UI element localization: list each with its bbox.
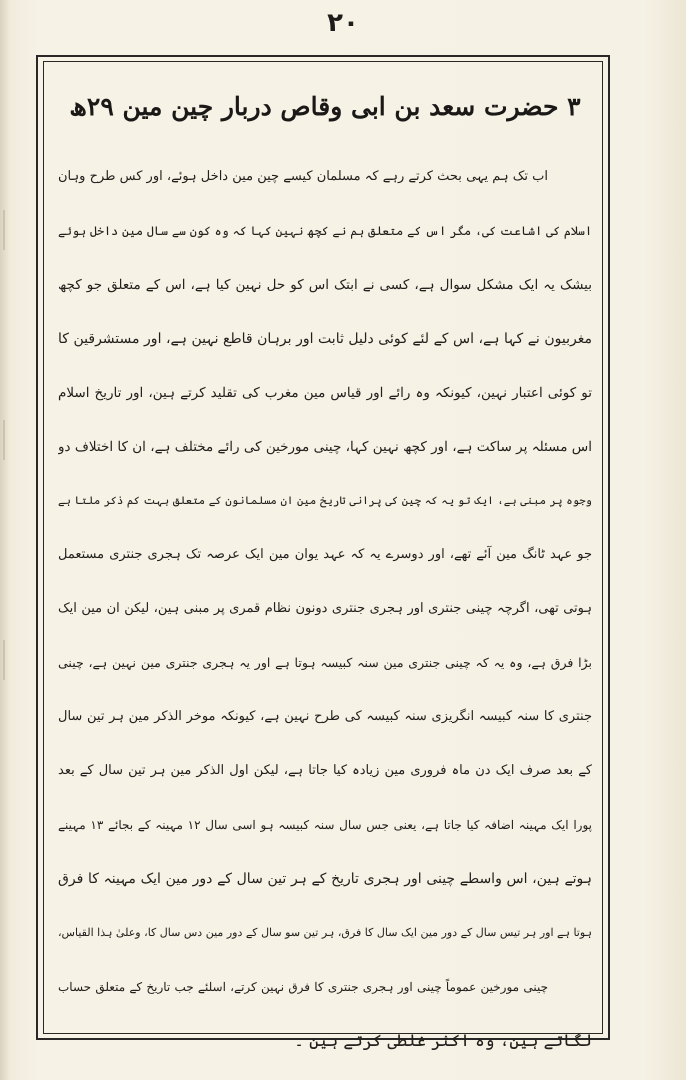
chapter-title: ۳ حضرت سعد بن ابی وقاص دربار چین مین ۲۹ھ bbox=[69, 92, 581, 121]
text-line: چینی مورخین عموماً چینی اور ہجری جنتری کا فرق نہین کرتے، اسلئے جب تاریخ کے متعلق حساب bbox=[58, 980, 548, 994]
text-line: جو عہد ٹانگ مین آئے تھے، اور دوسرے یہ کہ عہد یوان مین ایک عرصہ تک ہجری جنتری مستعمل bbox=[58, 547, 592, 562]
text-line: ہوتا ہے اور ہر تیس سال کے دور مین ایک سال کا فرق، ہر تین سو سال کے دور مین دس سال کا، وعلیٰ ہذا القیاس، bbox=[58, 926, 592, 939]
text-line: پورا ایک مہینہ اضافہ کیا جاتا ہے، یعنی جس سال سنہ کبیسہ ہو اسی سال ۱۲ مہینہ کے بجائے ۱۳ مہینے bbox=[58, 818, 592, 832]
body-text bbox=[58, 150, 592, 1050]
binding-shadow bbox=[0, 0, 10, 1080]
text-line: مغربیون نے کہا ہے، اس کے لئے کوئی دلیل ثابت اور برہان قاطع نہین ہے، اور مستشرقین کا bbox=[58, 331, 592, 347]
page-number: ٢٠ bbox=[327, 8, 359, 38]
text-line: وجوہ پر مبنی ہے، ایک تو یہ کہ چین کی پرانی تاریخ مین ان مسلمانون کے متعلق بہت کم ذکر ملتا ہے bbox=[58, 494, 592, 507]
text-line: ہوتے ہین، اس واسطے چینی اور ہجری تاریخ کے ہر تین سال کے دور مین ایک مہینہ کا فرق bbox=[58, 871, 592, 887]
text-line: لگاتے ہین، وہ اکثر غلطی کرتے ہین ۔ bbox=[294, 1031, 592, 1050]
text-line: بیشک یہ ایک مشکل سوال ہے، کسی نے ابتک اس کو حل نہین کیا ہے، اس کے متعلق جو کچھ bbox=[58, 277, 592, 293]
page-edge-mark bbox=[3, 640, 17, 680]
text-line: ہوتی تھی، اگرچہ چینی جنتری اور ہجری جنتری دونون نظام قمری پر مبنی ہین، لیکن ان مین ایک bbox=[58, 601, 592, 616]
page-edge-mark bbox=[3, 420, 17, 460]
text-line: جنتری کا سنہ کبیسہ انگریزی سنہ کبیسہ کی طرح نہین ہے، کیونکہ موخر الذکر مین ہر تین سال bbox=[58, 709, 592, 724]
text-line: اسلام کی اشاعت کی، مگر اس کے متعلق ہم نے کچھ نہین کہا کہ وہ کون سے سال مین داخل ہوئے bbox=[58, 224, 592, 238]
text-line: اب تک ہم یہی بحث کرتے رہے کہ مسلمان کیسے چین مین داخل ہوئے، اور کس طرح وہان bbox=[58, 169, 548, 184]
text-line: تو کوئی اعتبار نہین، کیونکہ وہ رائے اور قیاس مین مغرب کی تقلید کرتے ہین، اور تاریخ اسلام bbox=[58, 385, 592, 401]
page-edge-mark bbox=[3, 210, 17, 250]
text-line: بڑا فرق ہے، وہ یہ کہ چینی جنتری مین سنہ کبیسہ ہوتا ہے اور یہ ہجری جنتری مین نہین ہے، چینی bbox=[58, 655, 592, 670]
text-line: کے بعد صرف ایک دن ماہ فروری مین زیادہ کیا جاتا ہے، لیکن اول الذکر مین ہر تین سال کے بعد bbox=[58, 763, 592, 778]
text-line: اس مسئلہ پر ساکت ہے، اور کچھ نہین کہا، چینی مورخین کی رائے مختلف ہے، ان کا اختلاف دو bbox=[58, 439, 592, 455]
